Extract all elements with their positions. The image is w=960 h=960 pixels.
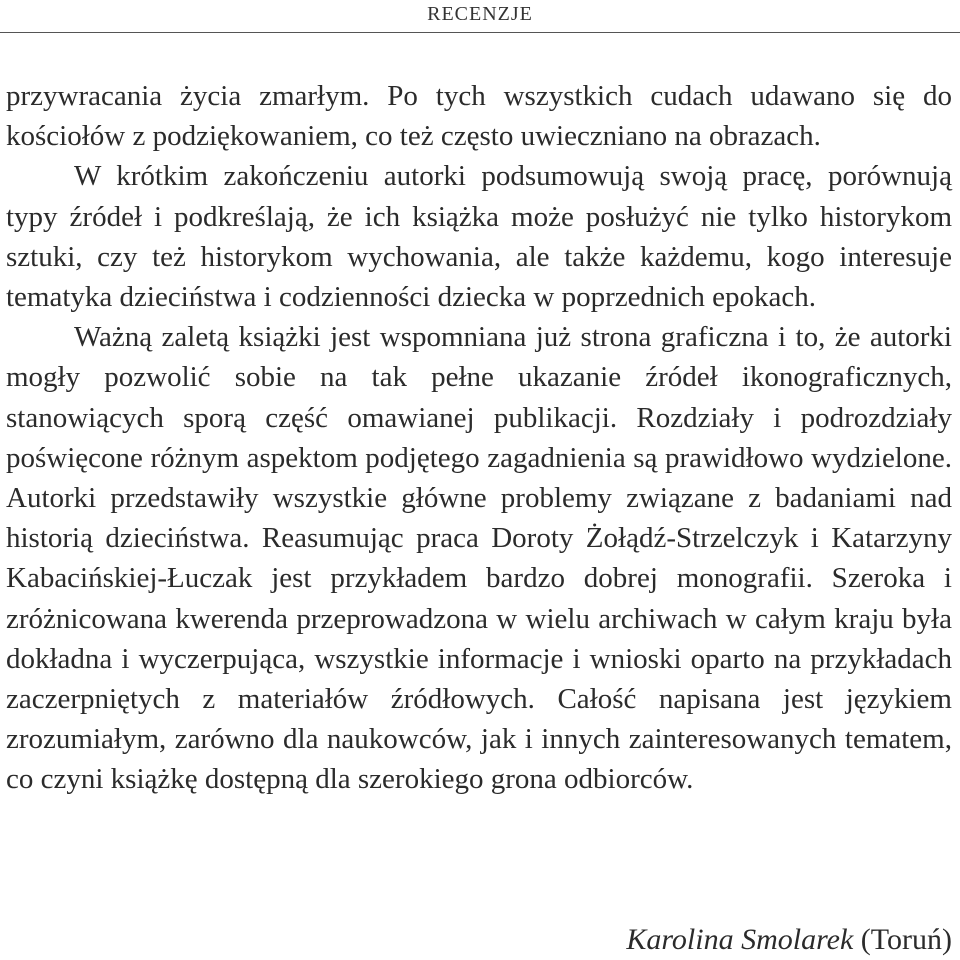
header-rule [0,32,960,33]
paragraph-summary: W krótkim zakończeniu autorki podsumowują swoją pracę, porównują typy źródeł i podkreślają, że ich książka może posłużyć nie tylko historykom sztuki, czy też historykom wychowania, ale także każdemu, kogo interesuje tematyka dzieciństwa i codzienności dziecka w poprzednich epokach. [6,160,952,314]
paragraph-continuation: przywracania życia zmarłym. Po tych wszystkich cudach udawano się do kościołów z podziękowaniem, co też często uwieczniano na obrazach. [6,80,952,153]
reviewer-signature [626,922,952,958]
running-head: RECENZJE [427,3,533,25]
paragraph-evaluation: Ważną zaletą książki jest wspomniana już strona graficzna i to, że autorki mogły pozwolić sobie na tak pełne ukazanie źródeł ikonograficznych, stanowiących sporą część omawianej publikacji. Rozdziały i podrozdziały poświęcone różnym aspektom podjętego zagadnienia są prawidłowo wydzielone. Autorki przedstawiły wszystkie główne problemy związane z badaniami nad historią dzieciństwa. Reasumując praca Doroty Żołądź-Strzelczyk i Katarzyny Kabacińskiej-Łuczak jest przykładem bardzo dobrej monografii. Szeroka i zróżnicowana kwerenda przeprowadzona w wielu archiwach w całym kraju była dokładna i wyczerpująca, wszystkie informacje i wnioski oparto na przykładach zaczerpniętych z materiałów źródłowych. Całość napisana jest językiem zrozumiałym, zarówno dla naukowców, jak i innych zainteresowanych tematem, co czyni książkę dostępną dla szerokiego grona odbiorców. [6,321,952,796]
reviewer-place: (Toruń) [860,923,952,956]
review-body [6,76,952,800]
reviewer-name: Karolina Smolarek [626,923,854,956]
